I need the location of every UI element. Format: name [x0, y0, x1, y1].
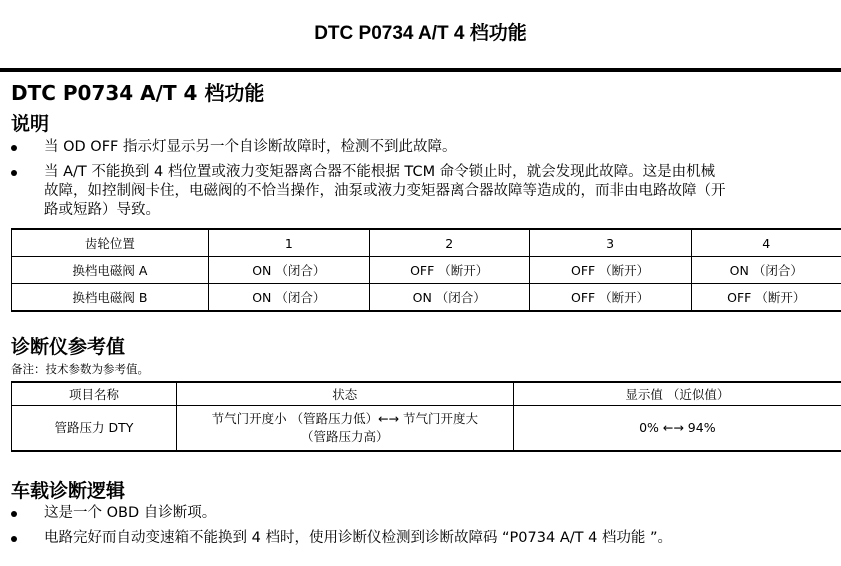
- bullet-icon: [11, 170, 17, 176]
- reference-heading: 诊断仪参考值: [11, 336, 126, 358]
- table-header-cell: 项目名称: [12, 383, 177, 406]
- table-cell: ON （闭合）: [208, 284, 369, 312]
- logic-list: [11, 504, 841, 554]
- table-cell: 换档电磁阀 A: [12, 257, 209, 284]
- table-header-cell: 1: [208, 230, 369, 257]
- table-header-row: [12, 383, 841, 406]
- state-line: 节气门开度小 （管路压力低）←→ 节气门开度大: [211, 411, 478, 426]
- description-heading: 说明: [11, 113, 50, 135]
- table-row: [12, 257, 841, 284]
- bullet-icon: [11, 145, 17, 151]
- table-row: [12, 284, 841, 312]
- table-cell: OFF （断开）: [691, 284, 841, 312]
- logic-bullet: 这是一个 OBD 自诊断项。: [11, 504, 841, 523]
- table-cell: ON （闭合）: [208, 257, 369, 284]
- table-cell: ON （闭合）: [369, 284, 529, 312]
- description-bullet: 当 A/T 不能换到 4 档位置或液力变矩器离合器不能根据 TCM 命令锁止时，就会发现此故障。这是由机械 故障，如控制阀卡住，电磁阀的不恰当操作，油泵或液力变矩器离合器故障等造成的，而非由电路故障（开 路或短路）导致。: [11, 163, 841, 220]
- bullet-icon: [11, 511, 17, 517]
- logic-heading: 车载诊断逻辑: [11, 480, 126, 502]
- logic-bullet: 电路完好而自动变速箱不能换到 4 档时，使用诊断仪检测到诊断故障码 “P0734 A/T 4 档功能 ”。: [11, 529, 841, 548]
- table-cell: OFF （断开）: [369, 257, 529, 284]
- dtc-title: DTC P0734 A/T 4 档功能: [11, 81, 265, 105]
- bullet-icon: [11, 536, 17, 542]
- header-rule: [0, 68, 841, 72]
- table-row: [12, 406, 841, 452]
- reference-table: [11, 382, 841, 452]
- table-header-row: [12, 230, 841, 257]
- table-cell: 0% ←→ 94%: [513, 406, 841, 452]
- table-header-cell: 显示值 （近似值）: [513, 383, 841, 406]
- table-header-cell: 2: [369, 230, 529, 257]
- table-cell: OFF （断开）: [529, 284, 691, 312]
- table-header-cell: 3: [529, 230, 691, 257]
- page-header-title: DTC P0734 A/T 4 档功能: [314, 23, 527, 44]
- table-header-cell: 状态: [176, 383, 513, 406]
- gear-solenoid-table: [11, 229, 841, 312]
- table-cell: 换档电磁阀 B: [12, 284, 209, 312]
- table-header-cell: 4: [691, 230, 841, 257]
- reference-note: 备注：技术参数为参考值。: [11, 362, 149, 376]
- table-cell: ON （闭合）: [691, 257, 841, 284]
- table-cell: [176, 406, 513, 452]
- table-cell: 管路压力 DTY: [12, 406, 177, 452]
- table-cell: OFF （断开）: [529, 257, 691, 284]
- table-header-cell: 齿轮位置: [12, 230, 209, 257]
- state-line: （管路压力高）: [301, 429, 389, 444]
- description-bullet: 当 OD OFF 指示灯显示另一个自诊断故障时，检测不到此故障。: [11, 138, 841, 157]
- description-list: [11, 138, 841, 226]
